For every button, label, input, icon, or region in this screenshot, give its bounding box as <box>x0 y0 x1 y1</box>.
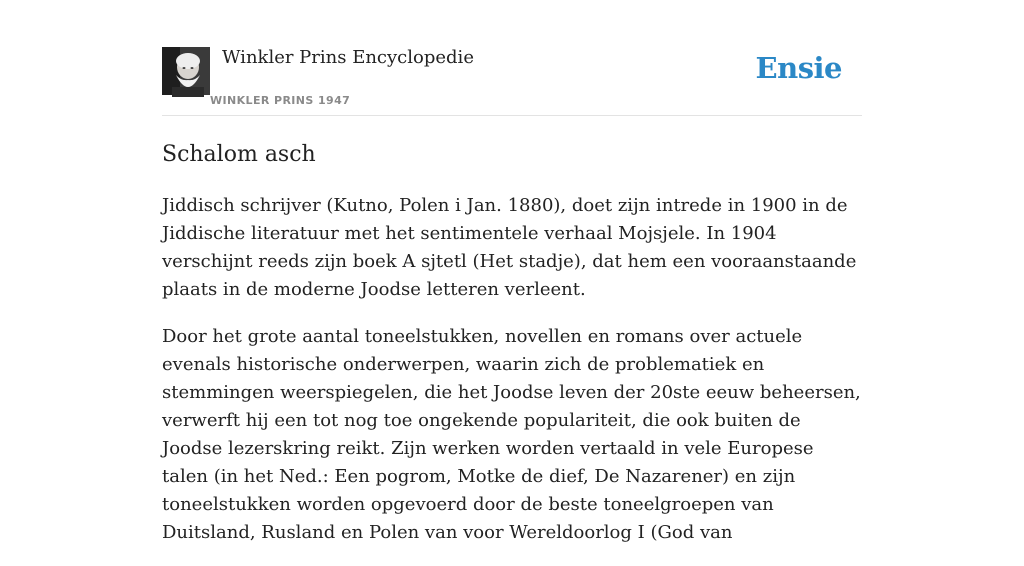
article-paragraph: Jiddisch schrijver (Kutno, Polen i Jan. 1880), doet zijn intrede in 1900 in de Jiddische literatuur met het sentimentele verhaal Mojsjele. In 1904 verschijnt reeds zijn boek A sjtetl (Het stadje), dat hem een vooraanstaande plaats in de moderne Joodse letteren verleent. <box>162 195 857 300</box>
avatar-portrait-image <box>162 47 210 95</box>
site-name[interactable]: Winkler Prins Encyclopedie <box>222 47 474 68</box>
site-header <box>162 0 862 116</box>
brand-logo[interactable]: Ensie <box>755 51 842 85</box>
article-title: Schalom asch <box>162 142 316 167</box>
article-body <box>162 192 862 566</box>
edition-label[interactable]: WINKLER PRINS 1947 <box>210 94 351 107</box>
author-avatar[interactable] <box>162 47 210 95</box>
article-paragraph: Door het grote aantal toneelstukken, novellen en romans over actuele evenals historische onderwerpen, waarin zich de problematiek en stemmingen weerspiegelen, die het Joodse leven der 20ste eeuw beheersen, verwerft hij een tot nog toe ongekende populariteit, die ook buiten de Joodse lezerskring reikt. Zijn werken worden vertaald in vele Europese talen (in het Ned.: Een pogrom, Motke de dief, De Nazarener) en zijn toneelstukken worden opgevoerd door de beste toneelgroepen van Duitsland, Rusland en Polen van voor Wereldoorlog I (God van <box>162 326 861 543</box>
content-container <box>162 0 862 543</box>
